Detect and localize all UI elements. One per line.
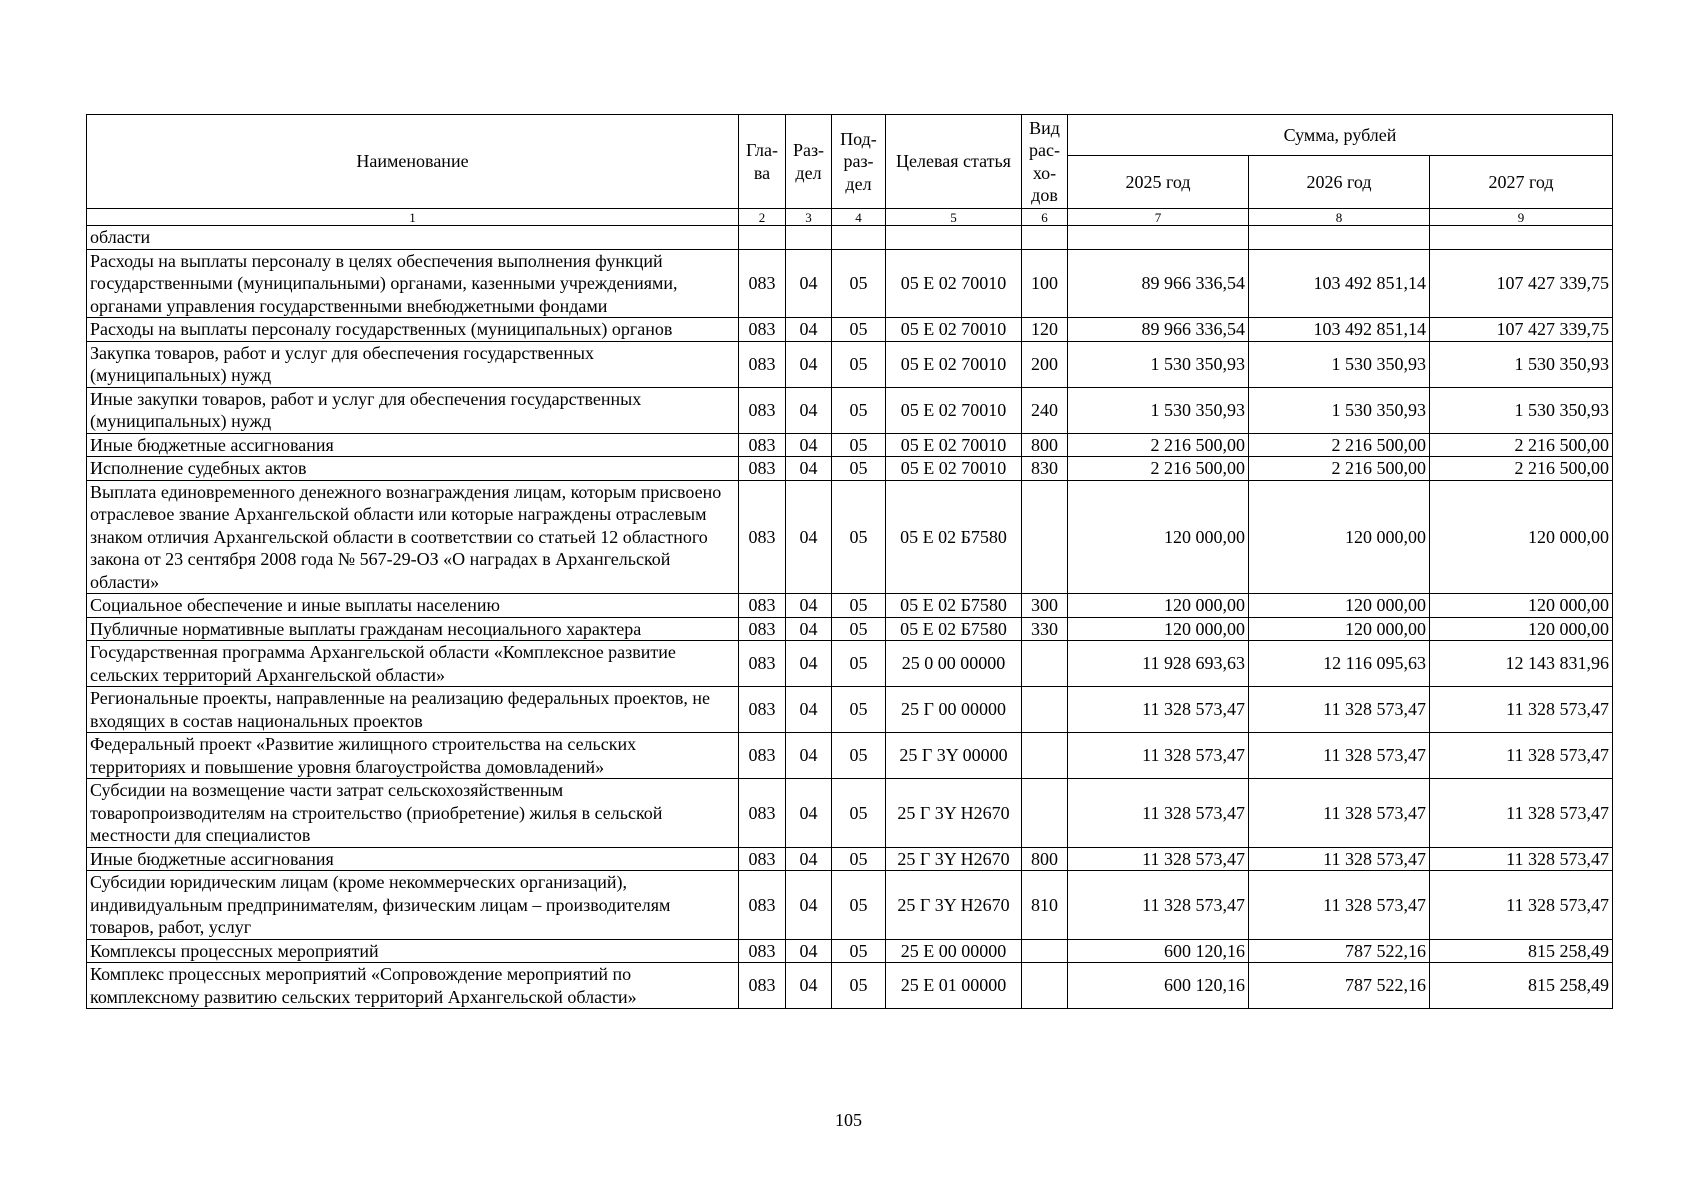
cell-expense-type: 330 xyxy=(1022,617,1068,641)
cell-name: Социальное обеспечение и иные выплаты населению xyxy=(87,594,739,618)
cell-name: Федеральный проект «Развитие жилищного строительства на сельских территориях и повышение уровня благоустройства домовладений» xyxy=(87,733,739,779)
cell-glava: 083 xyxy=(739,687,786,733)
cell-podrazdel: 05 xyxy=(832,594,886,618)
cell-sum-2025: 11 328 573,47 xyxy=(1068,847,1249,871)
cell-sum-2026: 120 000,00 xyxy=(1249,480,1430,594)
cell-name: Расходы на выплаты персоналу государственных (муниципальных) органов xyxy=(87,318,739,342)
cell-glava: 083 xyxy=(739,387,786,433)
cell-target-article: 05 Е 02 70010 xyxy=(886,387,1022,433)
cell-target-article: 05 Е 02 Б7580 xyxy=(886,594,1022,618)
cell-podrazdel: 05 xyxy=(832,249,886,318)
page-number: 105 xyxy=(835,1110,862,1130)
cell-razdel: 04 xyxy=(786,318,832,342)
cell-sum-2027 xyxy=(1430,226,1613,250)
cell-sum-2025: 120 000,00 xyxy=(1068,617,1249,641)
cell-sum-2026: 11 328 573,47 xyxy=(1249,847,1430,871)
cell-sum-2026: 787 522,16 xyxy=(1249,963,1430,1009)
cell-sum-2026: 11 328 573,47 xyxy=(1249,779,1430,848)
cell-podrazdel: 05 xyxy=(832,871,886,940)
table-row xyxy=(87,779,1613,848)
cell-target-article: 05 Е 02 Б7580 xyxy=(886,480,1022,594)
cell-glava: 083 xyxy=(739,963,786,1009)
cell-target-article: 25 0 00 00000 xyxy=(886,641,1022,687)
cell-name: Комплекс процессных мероприятий «Сопровождение мероприятий по комплексному развитию сельских территорий Архангельской области» xyxy=(87,963,739,1009)
cell-target-article: 25 Г 00 00000 xyxy=(886,687,1022,733)
cell-sum-2025: 11 328 573,47 xyxy=(1068,871,1249,940)
cell-razdel: 04 xyxy=(786,457,832,481)
cell-razdel: 04 xyxy=(786,617,832,641)
cell-sum-2026: 11 328 573,47 xyxy=(1249,733,1430,779)
column-index: 1 xyxy=(87,209,739,226)
cell-sum-2025: 11 328 573,47 xyxy=(1068,733,1249,779)
cell-sum-2026: 11 328 573,47 xyxy=(1249,687,1430,733)
cell-sum-2025 xyxy=(1068,226,1249,250)
cell-expense-type xyxy=(1022,687,1068,733)
cell-target-article: 25 Е 00 00000 xyxy=(886,939,1022,963)
cell-sum-2026: 1 530 350,93 xyxy=(1249,387,1430,433)
cell-glava: 083 xyxy=(739,318,786,342)
cell-name: Субсидии юридическим лицам (кроме некоммерческих организаций), индивидуальным предпринимателям, физическим лицам – производителям товаров, работ, услуг xyxy=(87,871,739,940)
cell-podrazdel: 05 xyxy=(832,687,886,733)
cell-expense-type: 800 xyxy=(1022,847,1068,871)
cell-razdel: 04 xyxy=(786,939,832,963)
column-index: 7 xyxy=(1068,209,1249,226)
cell-sum-2027: 107 427 339,75 xyxy=(1430,318,1613,342)
cell-sum-2027: 120 000,00 xyxy=(1430,594,1613,618)
cell-sum-2027: 1 530 350,93 xyxy=(1430,341,1613,387)
cell-sum-2027: 11 328 573,47 xyxy=(1430,779,1613,848)
cell-expense-type: 240 xyxy=(1022,387,1068,433)
cell-sum-2027: 120 000,00 xyxy=(1430,617,1613,641)
cell-name: области xyxy=(87,226,739,250)
cell-expense-type xyxy=(1022,480,1068,594)
cell-podrazdel: 05 xyxy=(832,847,886,871)
cell-name: Субсидии на возмещение части затрат сельскохозяйственным товаропроизводителям на строительство (приобретение) жилья в сельской местности для специалистов xyxy=(87,779,739,848)
cell-sum-2025: 1 530 350,93 xyxy=(1068,341,1249,387)
cell-glava xyxy=(739,226,786,250)
cell-name: Выплата единовременного денежного вознаграждения лицам, которым присвоено отраслевое звание Архангельской области или которые награждены отраслевым знаком отличия Архангельской области в соответствии со статьей 12 областного закона от 23 сентября 2008 года № 567-29-ОЗ «О наградах в Архангельской области» xyxy=(87,480,739,594)
cell-podrazdel: 05 xyxy=(832,939,886,963)
cell-podrazdel: 05 xyxy=(832,779,886,848)
cell-podrazdel: 05 xyxy=(832,963,886,1009)
cell-sum-2026: 103 492 851,14 xyxy=(1249,249,1430,318)
cell-podrazdel: 05 xyxy=(832,457,886,481)
cell-expense-type xyxy=(1022,779,1068,848)
cell-sum-2025: 600 120,16 xyxy=(1068,939,1249,963)
cell-podrazdel: 05 xyxy=(832,617,886,641)
cell-sum-2025: 89 966 336,54 xyxy=(1068,249,1249,318)
cell-sum-2027: 815 258,49 xyxy=(1430,939,1613,963)
cell-target-article: 05 Е 02 70010 xyxy=(886,249,1022,318)
table-row xyxy=(87,871,1613,940)
cell-glava: 083 xyxy=(739,594,786,618)
cell-expense-type: 100 xyxy=(1022,249,1068,318)
cell-sum-2025: 89 966 336,54 xyxy=(1068,318,1249,342)
table-row xyxy=(87,617,1613,641)
cell-sum-2027: 11 328 573,47 xyxy=(1430,733,1613,779)
cell-glava: 083 xyxy=(739,457,786,481)
cell-expense-type: 120 xyxy=(1022,318,1068,342)
table-row xyxy=(87,433,1613,457)
cell-sum-2027: 120 000,00 xyxy=(1430,480,1613,594)
cell-target-article: 05 Е 02 70010 xyxy=(886,457,1022,481)
cell-sum-2027: 12 143 831,96 xyxy=(1430,641,1613,687)
cell-sum-2026: 787 522,16 xyxy=(1249,939,1430,963)
cell-sum-2025: 11 928 693,63 xyxy=(1068,641,1249,687)
cell-expense-type: 300 xyxy=(1022,594,1068,618)
table-row xyxy=(87,387,1613,433)
cell-sum-2027: 1 530 350,93 xyxy=(1430,387,1613,433)
cell-sum-2027: 815 258,49 xyxy=(1430,963,1613,1009)
cell-name: Иные бюджетные ассигнования xyxy=(87,433,739,457)
cell-sum-2025: 2 216 500,00 xyxy=(1068,433,1249,457)
cell-podrazdel: 05 xyxy=(832,318,886,342)
cell-glava: 083 xyxy=(739,733,786,779)
cell-podrazdel: 05 xyxy=(832,733,886,779)
cell-name: Государственная программа Архангельской области «Комплексное развитие сельских территорий Архангельской области» xyxy=(87,641,739,687)
table-row xyxy=(87,687,1613,733)
table-row xyxy=(87,226,1613,250)
cell-podrazdel xyxy=(832,226,886,250)
header-razdel: Раз-дел xyxy=(786,115,832,209)
cell-name: Комплексы процессных мероприятий xyxy=(87,939,739,963)
table-row xyxy=(87,341,1613,387)
table-row xyxy=(87,939,1613,963)
cell-target-article: 05 Е 02 70010 xyxy=(886,433,1022,457)
cell-expense-type: 200 xyxy=(1022,341,1068,387)
cell-expense-type xyxy=(1022,641,1068,687)
cell-razdel: 04 xyxy=(786,687,832,733)
table-row xyxy=(87,733,1613,779)
cell-sum-2025: 2 216 500,00 xyxy=(1068,457,1249,481)
cell-target-article: 25 Е 01 00000 xyxy=(886,963,1022,1009)
cell-target-article xyxy=(886,226,1022,250)
cell-glava: 083 xyxy=(739,641,786,687)
cell-glava: 083 xyxy=(739,480,786,594)
column-index: 5 xyxy=(886,209,1022,226)
cell-sum-2027: 107 427 339,75 xyxy=(1430,249,1613,318)
cell-expense-type xyxy=(1022,226,1068,250)
cell-razdel: 04 xyxy=(786,779,832,848)
cell-razdel: 04 xyxy=(786,594,832,618)
cell-glava: 083 xyxy=(739,341,786,387)
column-index: 4 xyxy=(832,209,886,226)
header-expense-type: Вид рас-хо-дов xyxy=(1022,115,1068,209)
cell-sum-2025: 120 000,00 xyxy=(1068,480,1249,594)
cell-sum-2025: 600 120,16 xyxy=(1068,963,1249,1009)
column-index: 8 xyxy=(1249,209,1430,226)
table-row xyxy=(87,963,1613,1009)
header-name: Наименование xyxy=(87,115,739,209)
budget-table xyxy=(86,114,1613,1009)
cell-name: Закупка товаров, работ и услуг для обеспечения государственных (муниципальных) нужд xyxy=(87,341,739,387)
header-podrazdel: Под-раз-дел xyxy=(832,115,886,209)
table-row xyxy=(87,594,1613,618)
header-year-2026: 2026 год xyxy=(1249,156,1430,209)
cell-sum-2026: 11 328 573,47 xyxy=(1249,871,1430,940)
cell-target-article: 05 Е 02 70010 xyxy=(886,341,1022,387)
cell-razdel: 04 xyxy=(786,249,832,318)
header-year-2025: 2025 год xyxy=(1068,156,1249,209)
cell-razdel: 04 xyxy=(786,480,832,594)
cell-sum-2025: 11 328 573,47 xyxy=(1068,687,1249,733)
table-row xyxy=(87,249,1613,318)
cell-razdel: 04 xyxy=(786,433,832,457)
table-row xyxy=(87,318,1613,342)
column-index: 2 xyxy=(739,209,786,226)
cell-sum-2026: 103 492 851,14 xyxy=(1249,318,1430,342)
cell-podrazdel: 05 xyxy=(832,387,886,433)
cell-sum-2026: 120 000,00 xyxy=(1249,594,1430,618)
header-target-article: Целевая статья xyxy=(886,115,1022,209)
cell-sum-2026: 120 000,00 xyxy=(1249,617,1430,641)
table-row xyxy=(87,480,1613,594)
cell-glava: 083 xyxy=(739,779,786,848)
cell-target-article: 05 Е 02 70010 xyxy=(886,318,1022,342)
cell-sum-2025: 120 000,00 xyxy=(1068,594,1249,618)
cell-target-article: 25 Г 3Y Н2670 xyxy=(886,847,1022,871)
cell-podrazdel: 05 xyxy=(832,480,886,594)
cell-name: Региональные проекты, направленные на реализацию федеральных проектов, не входящих в состав национальных проектов xyxy=(87,687,739,733)
cell-glava: 083 xyxy=(739,617,786,641)
table-row xyxy=(87,641,1613,687)
column-index: 6 xyxy=(1022,209,1068,226)
cell-name: Публичные нормативные выплаты гражданам несоциального характера xyxy=(87,617,739,641)
cell-expense-type xyxy=(1022,963,1068,1009)
cell-name: Исполнение судебных актов xyxy=(87,457,739,481)
cell-sum-2025: 11 328 573,47 xyxy=(1068,779,1249,848)
cell-razdel: 04 xyxy=(786,387,832,433)
cell-expense-type xyxy=(1022,733,1068,779)
cell-target-article: 05 Е 02 Б7580 xyxy=(886,617,1022,641)
cell-podrazdel: 05 xyxy=(832,341,886,387)
table-header xyxy=(87,115,1613,226)
table-row xyxy=(87,847,1613,871)
budget-table-page xyxy=(86,114,1612,1009)
cell-glava: 083 xyxy=(739,871,786,940)
cell-razdel: 04 xyxy=(786,847,832,871)
cell-podrazdel: 05 xyxy=(832,641,886,687)
table-row xyxy=(87,457,1613,481)
cell-sum-2026: 2 216 500,00 xyxy=(1249,457,1430,481)
cell-razdel: 04 xyxy=(786,341,832,387)
column-index-row xyxy=(87,209,1613,226)
cell-podrazdel: 05 xyxy=(832,433,886,457)
cell-target-article: 25 Г 3Y 00000 xyxy=(886,733,1022,779)
column-index: 9 xyxy=(1430,209,1613,226)
cell-sum-2026: 1 530 350,93 xyxy=(1249,341,1430,387)
table-body xyxy=(87,226,1613,1009)
cell-glava: 083 xyxy=(739,433,786,457)
cell-sum-2026: 12 116 095,63 xyxy=(1249,641,1430,687)
cell-razdel: 04 xyxy=(786,733,832,779)
cell-sum-2027: 11 328 573,47 xyxy=(1430,871,1613,940)
cell-glava: 083 xyxy=(739,939,786,963)
cell-razdel xyxy=(786,226,832,250)
cell-expense-type: 830 xyxy=(1022,457,1068,481)
cell-sum-2027: 2 216 500,00 xyxy=(1430,457,1613,481)
cell-expense-type: 800 xyxy=(1022,433,1068,457)
cell-sum-2026 xyxy=(1249,226,1430,250)
header-glava: Гла-ва xyxy=(739,115,786,209)
cell-name: Расходы на выплаты персоналу в целях обеспечения выполнения функций государственными (муниципальными) органами, казенными учреждениями, органами управления государственными внебюджетными фондами xyxy=(87,249,739,318)
cell-name: Иные закупки товаров, работ и услуг для обеспечения государственных (муниципальных) нужд xyxy=(87,387,739,433)
header-sum: Сумма, рублей xyxy=(1068,115,1613,156)
cell-sum-2027: 11 328 573,47 xyxy=(1430,687,1613,733)
cell-target-article: 25 Г 3Y Н2670 xyxy=(886,779,1022,848)
cell-sum-2025: 1 530 350,93 xyxy=(1068,387,1249,433)
cell-glava: 083 xyxy=(739,847,786,871)
cell-glava: 083 xyxy=(739,249,786,318)
cell-sum-2027: 2 216 500,00 xyxy=(1430,433,1613,457)
header-year-2027: 2027 год xyxy=(1430,156,1613,209)
cell-expense-type: 810 xyxy=(1022,871,1068,940)
cell-razdel: 04 xyxy=(786,871,832,940)
cell-sum-2027: 11 328 573,47 xyxy=(1430,847,1613,871)
cell-expense-type xyxy=(1022,939,1068,963)
cell-razdel: 04 xyxy=(786,641,832,687)
cell-target-article: 25 Г 3Y Н2670 xyxy=(886,871,1022,940)
cell-razdel: 04 xyxy=(786,963,832,1009)
cell-name: Иные бюджетные ассигнования xyxy=(87,847,739,871)
column-index: 3 xyxy=(786,209,832,226)
cell-sum-2026: 2 216 500,00 xyxy=(1249,433,1430,457)
